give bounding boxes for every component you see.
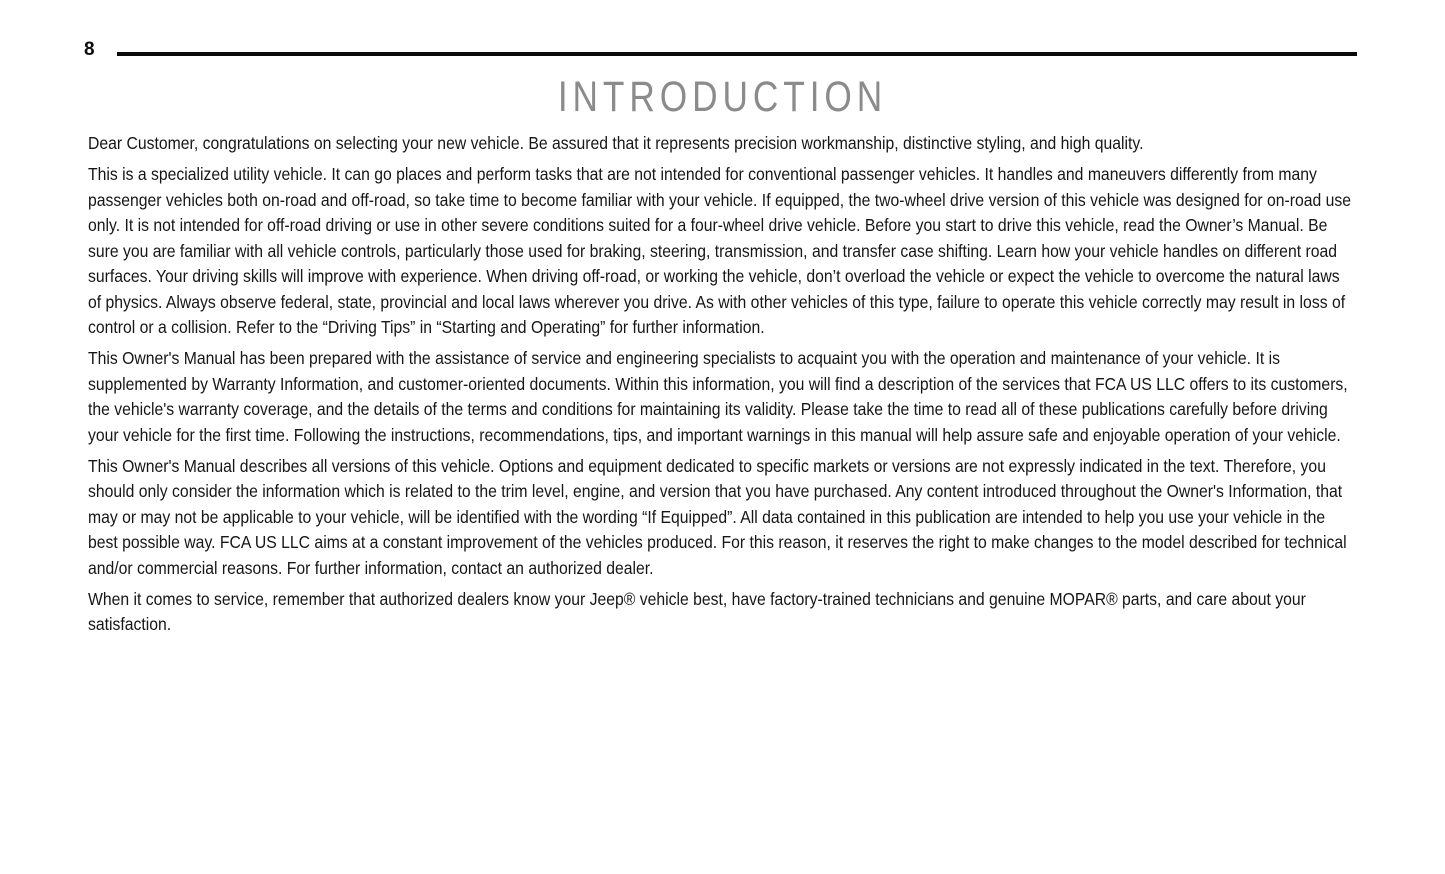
paragraph-versions-coverage: This Owner's Manual describes all versions of this vehicle. Options and equipment dedicated to specific markets or versions are not expressly indicated in the text. Therefore, you should only consider the information which is related to the trim level, engine, and version that you have purchased. Any content introduced throughout the Owner's Information, that may or may not be applicable to your vehicle, will be identified with the wording “If Equipped”. All data contained in this publication are intended to help you use your vehicle in the best possible way. FCA US LLC aims at a constant improvement of the vehicles produced. For this reason, it reserves the right to make changes to the model described for technical and/or commercial reasons. For further information, contact an authorized dealer. [88, 455, 1347, 578]
paragraph-service: When it comes to service, remember that authorized dealers know your Jeep® vehicle best, have factory-trained technicians and genuine MOPAR® parts, and care about your satisfaction. [88, 588, 1306, 634]
page-content [88, 131, 1355, 643]
paragraph-manual-preparation: This Owner's Manual has been prepared with the assistance of service and engineering specialists to acquaint you with the operation and maintenance of your vehicle. It is supplemented by Warranty Information, and customer-oriented documents. Within this information, you will find a description of the services that FCA US LLC offers to its customers, the vehicle's warranty coverage, and the details of the terms and conditions for maintaining its validity. Please take the time to read all of these publications carefully before driving your vehicle for the first time. Following the instructions, recommendations, tips, and important warnings in this manual will help assure safe and enjoyable operation of your vehicle. [88, 348, 1348, 445]
page-title: INTRODUCTION [557, 73, 888, 121]
page-number: 8 [84, 39, 95, 60]
paragraph-greeting: Dear Customer, congratulations on selecting your new vehicle. Be assured that it represents precision workmanship, distinctive styling, and high quality. [88, 133, 1144, 153]
header-rule [117, 52, 1357, 56]
paragraph-specialized-vehicle: This is a specialized utility vehicle. It can go places and perform tasks that are not intended for conventional passenger vehicles. It handles and maneuvers differently from many passenger vehicles both on-road and off-road, so take time to become familiar with your vehicle. If equipped, the two-wheel drive version of this vehicle was designed for on-road use only. It is not intended for off-road driving or use in other severe conditions suited for a four-wheel drive vehicle. Before you start to drive this vehicle, read the Owner’s Manual. Be sure you are familiar with all vehicle controls, particularly those used for braking, steering, transmission, and transfer case shifting. Learn how your vehicle handles on different road surfaces. Your driving skills will improve with experience. When driving off-road, or working the vehicle, don’t overload the vehicle or expect the vehicle to overcome the natural laws of physics. Always observe federal, state, provincial and local laws wherever you drive. As with other vehicles of this type, failure to operate this vehicle correctly may result in loss of control or a collision. Refer to the “Driving Tips” in “Starting and Operating” for further information. [88, 164, 1352, 337]
